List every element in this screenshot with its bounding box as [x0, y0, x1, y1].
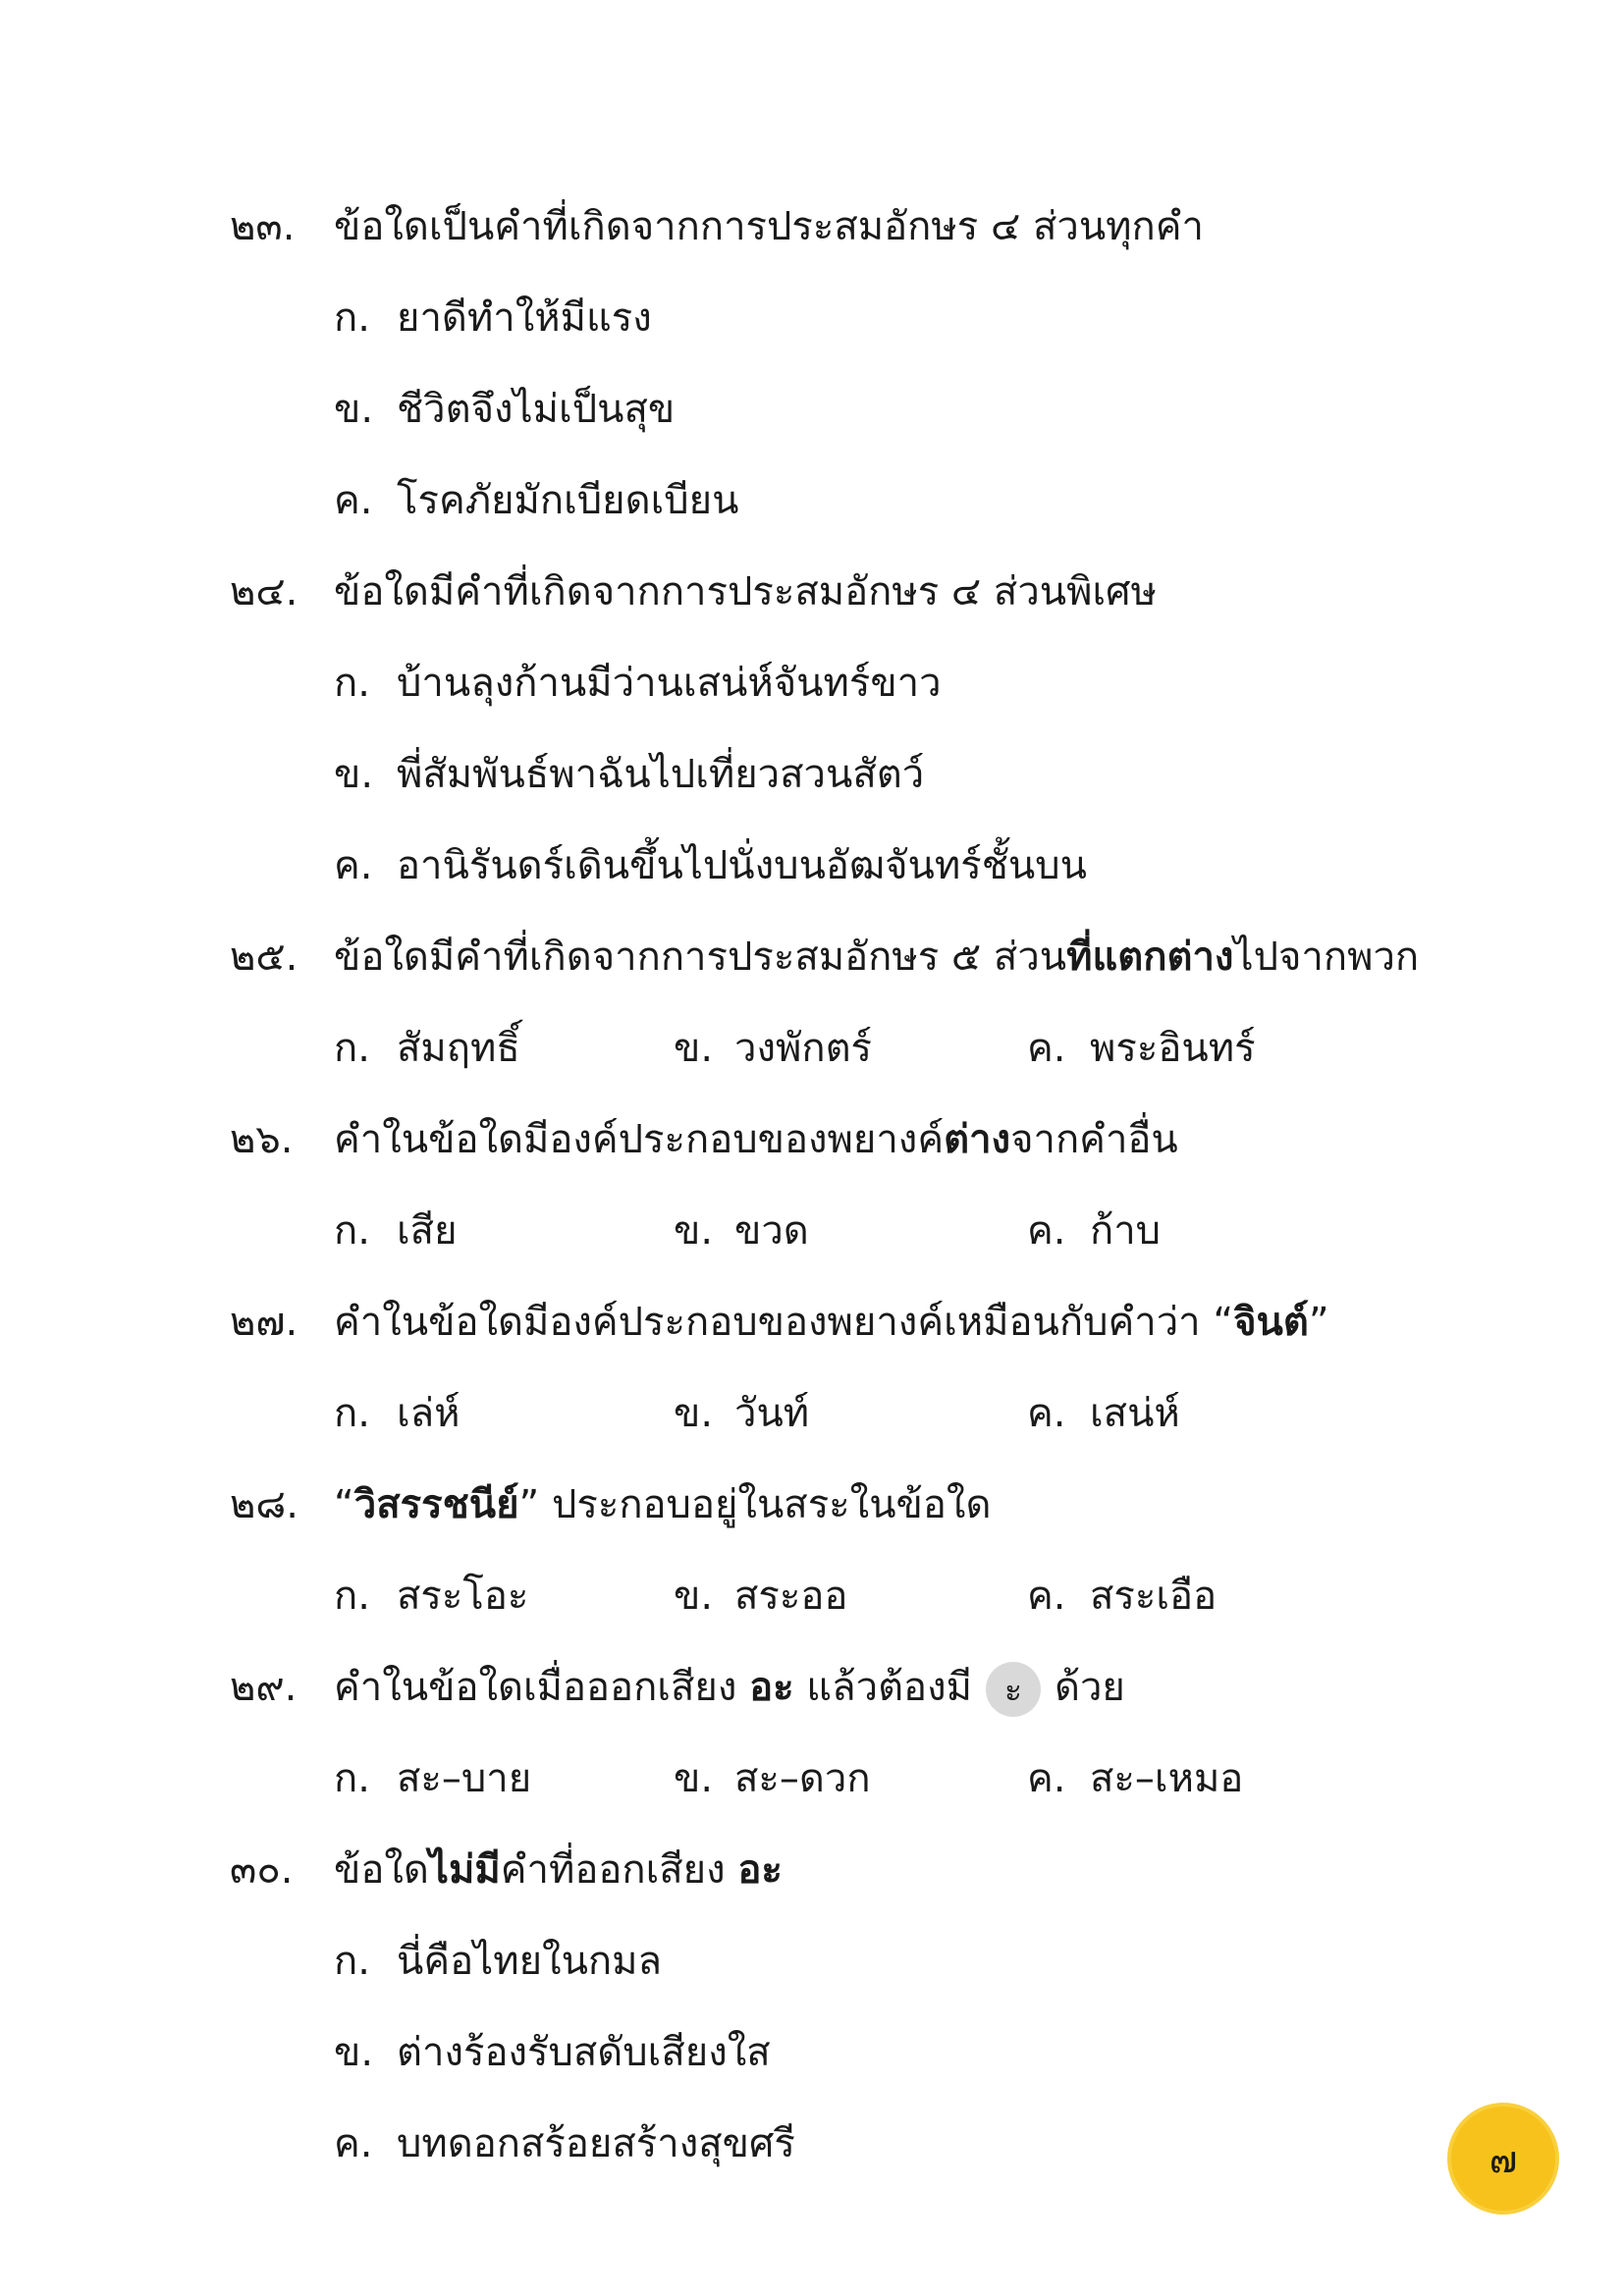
emphasis-text: อะ: [749, 1664, 794, 1710]
option-letter: ค.: [334, 2120, 373, 2166]
option-text: โรคภัยมักเบียดเบียน: [397, 477, 739, 523]
question-25: [0, 910, 1624, 1001]
option-letter: ค.: [1027, 1390, 1066, 1436]
question-26: [0, 1093, 1624, 1184]
question-number: ๒๙.: [230, 1664, 298, 1710]
question-number: ๓๐.: [230, 1846, 294, 1893]
option-row: [0, 271, 1624, 362]
question-number: ๒๔.: [230, 568, 298, 614]
question-number: ๒๘.: [230, 1481, 298, 1527]
option-text: สะ–ดวก: [734, 1755, 871, 1801]
question-28: [0, 1458, 1624, 1549]
option-text: วันท์: [734, 1390, 810, 1436]
option-text: เสน่ห์: [1090, 1390, 1180, 1436]
option-text: สระออ: [734, 1573, 848, 1619]
option-text: บทดอกสร้อยสร้างสุขศรี: [397, 2120, 795, 2166]
option-text: บ้านลุงก้านมีว่านเสน่ห์จันทร์ขาว: [397, 660, 942, 706]
option-letter: ข.: [674, 1755, 714, 1801]
option-letter: ข.: [674, 1025, 714, 1071]
question-text: คำในข้อใดมีองค์ประกอบของพยางค์ต่างจากคำอื่น: [334, 1116, 1178, 1162]
option-text: พี่สัมพันธ์พาฉันไปเที่ยวสวนสัตว์: [397, 751, 925, 797]
option-text: อานิรันดร์เดินขึ้นไปนั่งบนอัฒจันทร์ชั้นบน: [397, 842, 1087, 888]
option-text: ขวด: [734, 1207, 809, 1254]
option-letter: ค.: [334, 842, 373, 888]
option-text: สระเอือ: [1090, 1573, 1218, 1619]
option-letter: ก.: [334, 1025, 370, 1071]
question-text: ข้อใดมีคำที่เกิดจากการประสมอักษร ๕ ส่วนที่แตกต่างไปจากพวก: [334, 934, 1420, 980]
emphasis-text: จินต์: [1233, 1299, 1309, 1345]
emphasis-text: ที่แตกต่าง: [1066, 934, 1234, 980]
option-letter: ก.: [334, 1573, 370, 1619]
emphasis-text: อะ: [737, 1846, 783, 1893]
question-24: [0, 545, 1624, 636]
option-letter: ก.: [334, 660, 370, 706]
option-letter: ข.: [334, 2029, 374, 2075]
option-letter: ค.: [334, 477, 373, 523]
emphasis-text: วิสรรชนีย์: [353, 1481, 519, 1527]
question-text: คำในข้อใดเมื่อออกเสียง อะ แล้วต้องมี ะ ด้วย: [334, 1655, 1125, 1718]
emphasis-text: ไม่มี: [428, 1846, 501, 1893]
option-row: [0, 1549, 1624, 1640]
question-text: คำในข้อใดมีองค์ประกอบของพยางค์เหมือนกับคำว่า “จินต์”: [334, 1299, 1329, 1345]
option-letter: ข.: [334, 751, 374, 797]
question-number: ๒๖.: [230, 1116, 294, 1162]
option-text: ชีวิตจึงไม่เป็นสุข: [397, 386, 676, 432]
option-text: วงพักตร์: [734, 1025, 873, 1071]
option-row: [0, 1184, 1624, 1275]
option-text: เสีย: [397, 1207, 458, 1254]
option-row: [0, 636, 1624, 727]
question-29: [0, 1640, 1624, 1732]
option-text: เล่ห์: [397, 1390, 460, 1436]
emphasis-text: ต่าง: [944, 1116, 1011, 1162]
option-letter: ก.: [334, 1390, 370, 1436]
option-letter: ก.: [334, 1938, 370, 1984]
option-row: [0, 2097, 1624, 2188]
option-text: นี่คือไทยในกมล: [397, 1938, 663, 1984]
question-number: ๒๕.: [230, 934, 298, 980]
option-row: [0, 819, 1624, 910]
option-text: ก้าบ: [1090, 1207, 1162, 1254]
option-letter: ก.: [334, 1755, 370, 1801]
option-text: สระโอะ: [397, 1573, 529, 1619]
option-text: พระอินทร์: [1090, 1025, 1256, 1071]
option-row: [0, 1914, 1624, 2005]
option-text: สะ–บาย: [397, 1755, 532, 1801]
question-27: [0, 1275, 1624, 1366]
option-row: [0, 454, 1624, 545]
question-30: [0, 1823, 1624, 1914]
option-text: ต่างร้องรับสดับเสียงใส: [397, 2029, 771, 2075]
question-number: ๒๓.: [230, 203, 296, 249]
page-number-badge: ๗: [1451, 2107, 1555, 2211]
option-letter: ข.: [674, 1207, 714, 1254]
question-number: ๒๗.: [230, 1299, 298, 1345]
option-text: สัมฤทธิ์: [397, 1025, 520, 1071]
option-letter: ข.: [334, 386, 374, 432]
option-row: [0, 362, 1624, 454]
option-row: [0, 727, 1624, 819]
option-letter: ค.: [1027, 1573, 1066, 1619]
question-text: ข้อใดเป็นคำที่เกิดจากการประสมอักษร ๔ ส่วนทุกคำ: [334, 203, 1204, 249]
option-letter: ก.: [334, 1207, 370, 1254]
option-letter: ข.: [674, 1390, 714, 1436]
option-letter: ข.: [674, 1573, 714, 1619]
question-23: [0, 180, 1624, 271]
option-row: [0, 1366, 1624, 1458]
option-text: สะ–เหมอ: [1090, 1755, 1244, 1801]
vowel-sara-a-badge: ะ: [986, 1662, 1041, 1717]
option-row: [0, 1001, 1624, 1093]
question-text: ข้อใดมีคำที่เกิดจากการประสมอักษร ๔ ส่วนพิเศษ: [334, 568, 1157, 614]
question-text: “วิสรรชนีย์” ประกอบอยู่ในสระในข้อใด: [334, 1481, 992, 1527]
option-letter: ค.: [1027, 1755, 1066, 1801]
option-letter: ค.: [1027, 1207, 1066, 1254]
option-text: ยาดีทำให้มีแรง: [397, 294, 652, 341]
question-text: ข้อใดไม่มีคำที่ออกเสียง อะ: [334, 1846, 783, 1893]
option-letter: ค.: [1027, 1025, 1066, 1071]
option-row: [0, 1732, 1624, 1823]
option-letter: ก.: [334, 294, 370, 341]
option-row: [0, 2005, 1624, 2097]
